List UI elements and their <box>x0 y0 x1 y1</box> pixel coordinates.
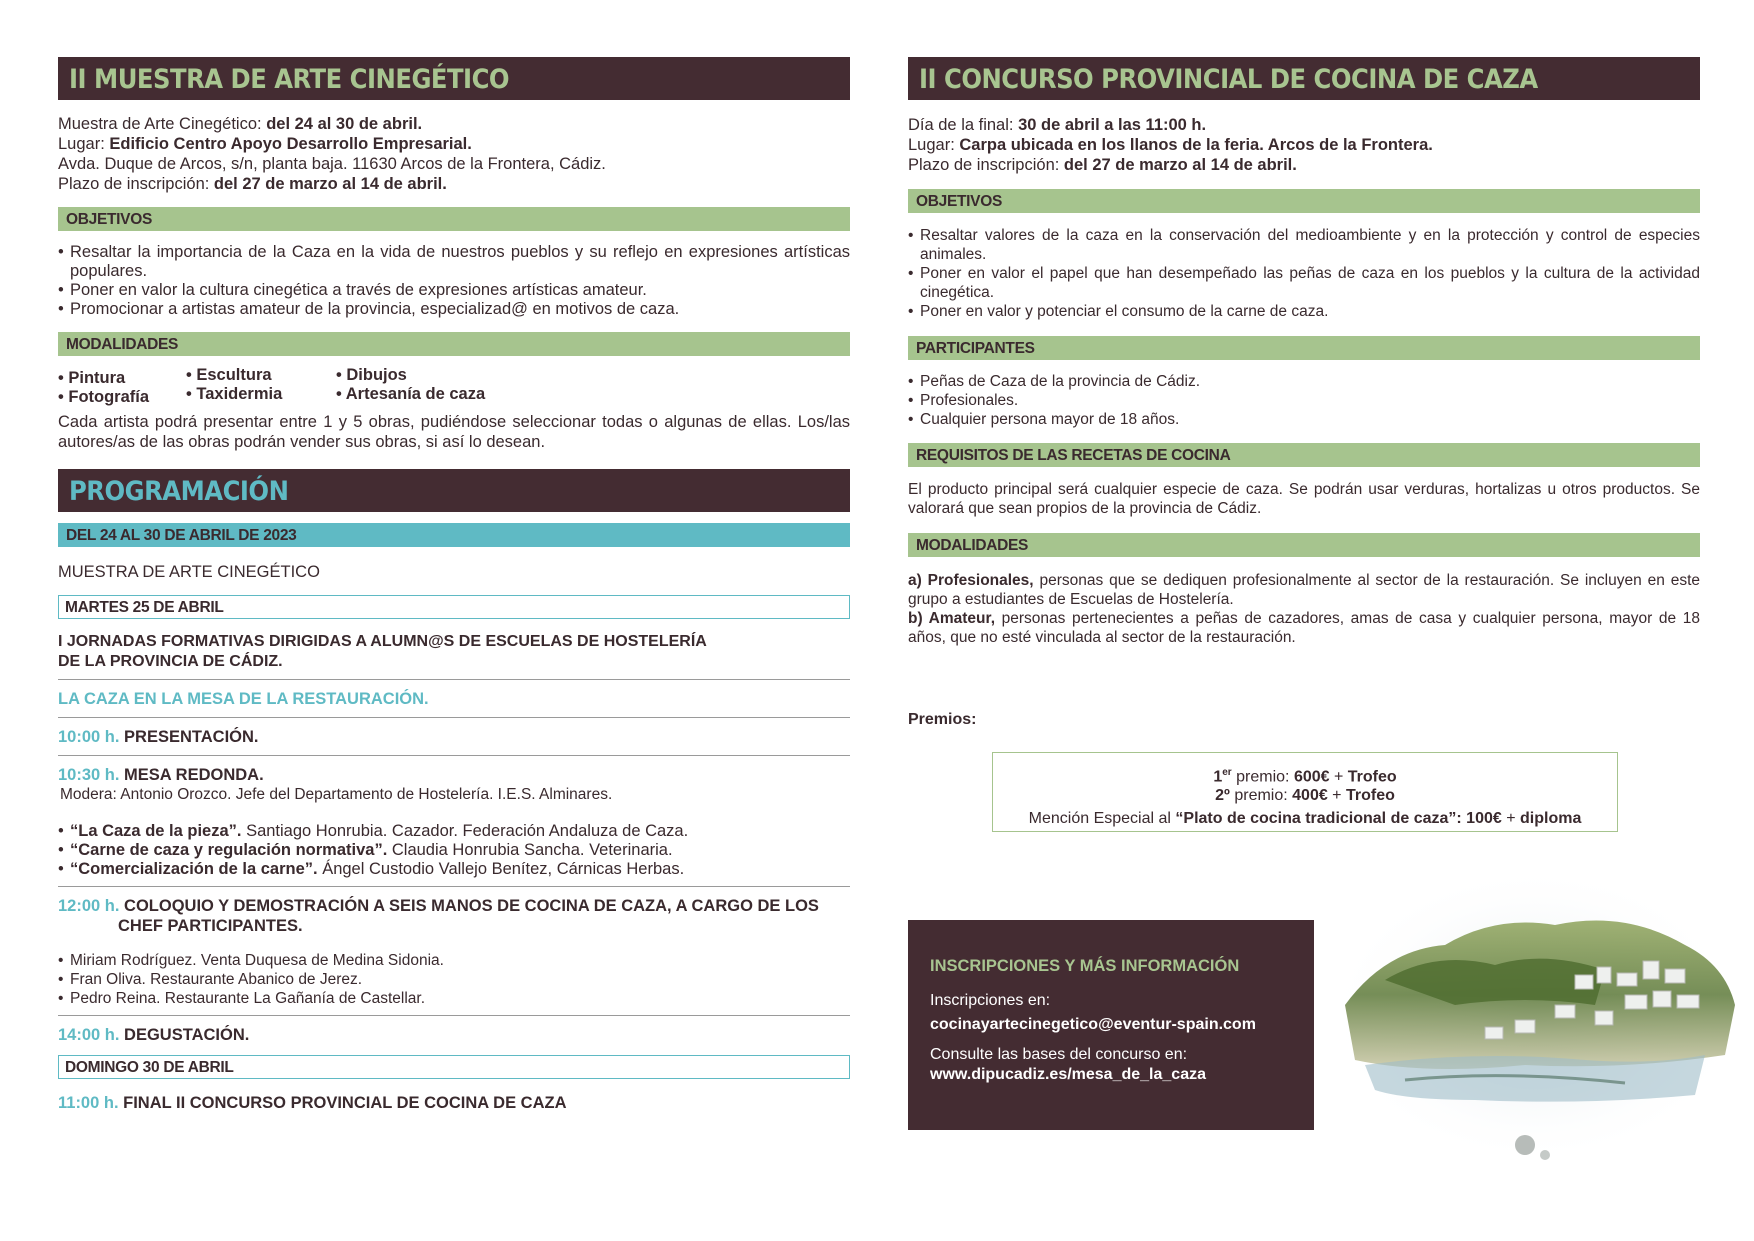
activity: MESA REDONDA. <box>119 766 264 784</box>
day1-bar: MARTES 25 DE ABRIL <box>58 595 850 619</box>
label: Mención Especial al <box>1028 810 1176 828</box>
jornadas-title <box>58 632 850 672</box>
final-date <box>908 115 1700 135</box>
participantes-header: PARTICIPANTES <box>908 336 1700 360</box>
info-box <box>908 920 1314 1130</box>
modalidad-item: • Artesanía de caza <box>336 385 486 403</box>
modalidad-a <box>908 571 1700 609</box>
left-column <box>58 57 850 1113</box>
list-item <box>58 860 850 879</box>
list-item: • Fran Oliva. Restaurante Abanico de Jerez. <box>58 970 850 989</box>
muestra-banner: II MUESTRA DE ARTE CINEGÉTICO <box>58 57 850 100</box>
list-item: • Promocionar a artistas amateur de la provincia, especializad@ en motivos de caza. <box>58 300 850 319</box>
talk-title: “Comercialización de la carne”. <box>70 860 318 878</box>
talk-speaker: Santiago Honrubia. Cazador. Federación Andaluza de Caza. <box>241 822 689 840</box>
divider <box>58 755 850 756</box>
plus: + <box>1501 810 1520 828</box>
value: Carpa ubicada en los llanos de la feria. Arcos de la Frontera. <box>959 136 1433 154</box>
muestra-deadline <box>58 174 850 194</box>
bases-label: Consulte las bases del concurso en: <box>930 1046 1188 1063</box>
objetivos-list <box>908 226 1700 321</box>
trophy: Trofeo <box>1345 787 1395 805</box>
talks-list <box>58 822 850 879</box>
rank: 1 <box>1213 768 1223 786</box>
description: personas que se dediquen profesionalmente al sector de la restauración. Se incluyen en este grupo a estudiantes de Escuelas de Hostelería. <box>908 572 1700 608</box>
list-item: • Resaltar valores de la caza en la conservación del medioambiente y en la protección y control de especies animales. <box>908 226 1700 264</box>
objetivos-list <box>58 243 850 319</box>
programacion-banner: PROGRAMACIÓN <box>58 469 850 512</box>
list-item <box>58 841 850 860</box>
modalidades-header: MODALIDADES <box>58 332 850 356</box>
activity: COLOQUIO Y DEMOSTRACIÓN A SEIS MANOS DE COCINA DE CAZA, A CARGO DE LOS <box>119 897 819 915</box>
label: Lugar: <box>58 135 110 153</box>
schedule-item <box>58 896 850 936</box>
chefs-list <box>58 951 850 1008</box>
modalidad-item: • Fotografía <box>58 388 150 406</box>
talk-title: “La Caza de la pieza”. <box>70 822 242 840</box>
amount: : 100€ <box>1456 810 1502 828</box>
jornadas-line: I JORNADAS FORMATIVAS DIRIGIDAS A ALUMN@S DE ESCUELAS DE HOSTELERÍA <box>58 633 707 650</box>
premios-label: Premios: <box>908 711 977 728</box>
splash-shape <box>1540 1150 1550 1160</box>
bases-link[interactable]: www.dipucadiz.es/mesa_de_la_caza <box>930 1066 1206 1083</box>
time: 10:30 h. <box>58 766 120 784</box>
activity: FINAL II CONCURSO PROVINCIAL DE COCINA DE CAZA <box>118 1094 567 1112</box>
info-title: INSCRIPCIONES Y MÁS INFORMACIÓN <box>930 957 1240 975</box>
plus: + <box>1329 768 1348 786</box>
list-item: • Profesionales. <box>908 391 1700 410</box>
value: del 24 al 30 de abril. <box>266 115 423 133</box>
plus: + <box>1327 787 1346 805</box>
list-item: • Peñas de Caza de la provincia de Cádiz. <box>908 372 1700 391</box>
concurso-banner: II CONCURSO PROVINCIAL DE COCINA DE CAZA <box>908 57 1700 100</box>
value: Edificio Centro Apoyo Desarrollo Empresarial. <box>109 135 472 153</box>
label: a) Profesionales, <box>908 572 1034 589</box>
list-item <box>58 822 850 841</box>
town-illustration <box>1325 855 1745 1185</box>
modalidad-item: • Escultura <box>186 366 272 384</box>
splash-shape <box>1515 1135 1535 1155</box>
schedule-item <box>58 727 850 747</box>
modalidad-item: • Dibujos <box>336 366 407 384</box>
schedule-item <box>58 765 850 785</box>
list-item: • Miriam Rodríguez. Venta Duquesa de Medina Sidonia. <box>58 951 850 970</box>
label: Día de la final: <box>908 116 1019 134</box>
talk-speaker: Ángel Custodio Vallejo Benítez, Cárnicas Herbas. <box>317 860 685 878</box>
muestra-place <box>58 134 850 154</box>
requisitos-header: REQUISITOS DE LAS RECETAS DE COCINA <box>908 443 1700 467</box>
list-item: • Cualquier persona mayor de 18 años. <box>908 410 1700 429</box>
activity: DEGUSTACIÓN. <box>119 1026 250 1044</box>
prize-special <box>993 809 1617 828</box>
time: 12:00 h. <box>58 897 120 915</box>
divider <box>58 1015 850 1016</box>
divider <box>58 886 850 887</box>
rank-suffix: er <box>1222 767 1232 778</box>
list-item: • Poner en valor la cultura cinegética a través de expresiones artísticas amateur. <box>58 281 850 300</box>
modalidad-b <box>908 609 1700 647</box>
modalidades-text: Cada artista podrá presentar entre 1 y 5 obras, pudiéndose seleccionar todas o algunas de ellas. Los/las autores/as de las obras podrán vender sus obras, si así lo desean. <box>58 413 850 451</box>
objetivos-header: OBJETIVOS <box>58 207 850 231</box>
participantes-list <box>908 372 1700 429</box>
diploma: diploma <box>1520 810 1582 828</box>
amount: 400€ <box>1292 787 1328 805</box>
schedule-item <box>58 1025 850 1045</box>
value: del 27 de marzo al 14 de abril. <box>1063 156 1297 174</box>
modalidades-grid <box>58 366 850 408</box>
date-range-bar: DEL 24 AL 30 DE ABRIL DE 2023 <box>58 523 850 547</box>
modera: Modera: Antonio Orozco. Jefe del Departamento de Hostelería. I.E.S. Alminares. <box>60 786 613 803</box>
description: personas pertenecientes a peñas de cazadores, amas de casa y cualquier persona, mayor de 18 años, que no esté vinculada al sector de la restauración. <box>908 610 1700 646</box>
rank: 2º <box>1215 787 1230 805</box>
concurso-details <box>908 115 1700 175</box>
trophy: Trofeo <box>1347 768 1397 786</box>
schedule-item <box>58 1093 850 1113</box>
inscripciones-label: Inscripciones en: <box>930 992 1051 1009</box>
prize-first <box>993 763 1617 786</box>
modalidades-header: MODALIDADES <box>908 533 1700 557</box>
list-item: • Resaltar la importancia de la Caza en la vida de nuestros pueblos y su reflejo en expresiones artísticas populares. <box>58 243 850 281</box>
muestra-details <box>58 114 850 194</box>
muestra-program-title: MUESTRA DE ARTE CINEGÉTICO <box>58 563 320 581</box>
objetivos-header: OBJETIVOS <box>908 189 1700 213</box>
talk-title: “Carne de caza y regulación normativa”. <box>70 841 388 859</box>
list-item: • Pedro Reina. Restaurante La Gañanía de Castellar. <box>58 989 850 1008</box>
amount: 600€ <box>1293 768 1330 786</box>
value: 30 de abril a las 11:00 h. <box>1018 116 1207 134</box>
modalidad-item: • Pintura <box>58 369 126 387</box>
list-item: • Poner en valor y potenciar el consumo de la carne de caza. <box>908 302 1700 321</box>
muestra-address: Avda. Duque de Arcos, s/n, planta baja. 11630 Arcos de la Frontera, Cádiz. <box>58 155 606 173</box>
label: Lugar: <box>908 136 960 154</box>
label: Plazo de inscripción: <box>908 156 1064 174</box>
jornadas-line: DE LA PROVINCIA DE CÁDIZ. <box>58 653 283 670</box>
subtitle: LA CAZA EN LA MESA DE LA RESTAURACIÓN. <box>58 690 429 708</box>
requisitos-text: El producto principal será cualquier especie de caza. Se podrán usar verduras, hortalizas u otros productos. Se valorará que sean propios de la provincia de Cádiz. <box>908 481 1700 517</box>
label: Muestra de Arte Cinegético: <box>58 115 267 133</box>
label: Plazo de inscripción: <box>58 175 214 193</box>
label: b) Amateur, <box>908 610 995 627</box>
prize-second <box>993 786 1617 805</box>
list-item: • Poner en valor el papel que han desempeñado las peñas de caza en los pueblos y la cultura de la actividad cinegética. <box>908 264 1700 302</box>
divider <box>58 717 850 718</box>
final-place <box>908 135 1700 155</box>
email-link[interactable]: cocinayartecinegetico@eventur-spain.com <box>930 1016 1256 1033</box>
day2-bar: DOMINGO 30 DE ABRIL <box>58 1055 850 1079</box>
activity: CHEF PARTICIPANTES. <box>118 917 303 935</box>
modalidad-item: • Taxidermia <box>186 385 283 403</box>
muestra-dates <box>58 114 850 134</box>
final-deadline <box>908 155 1700 175</box>
label: premio: <box>1231 768 1294 786</box>
special-title: “Plato de cocina tradicional de caza” <box>1175 810 1457 828</box>
label: premio: <box>1229 787 1293 805</box>
prize-box <box>992 752 1618 832</box>
activity: PRESENTACIÓN. <box>119 728 259 746</box>
value: del 27 de marzo al 14 de abril. <box>213 175 447 193</box>
time: 11:00 h. <box>58 1094 119 1112</box>
divider <box>58 679 850 680</box>
time: 10:00 h. <box>58 728 120 746</box>
right-column <box>908 57 1700 728</box>
talk-speaker: Claudia Honrubia Sancha. Veterinaria. <box>387 841 673 859</box>
time: 14:00 h. <box>58 1026 120 1044</box>
